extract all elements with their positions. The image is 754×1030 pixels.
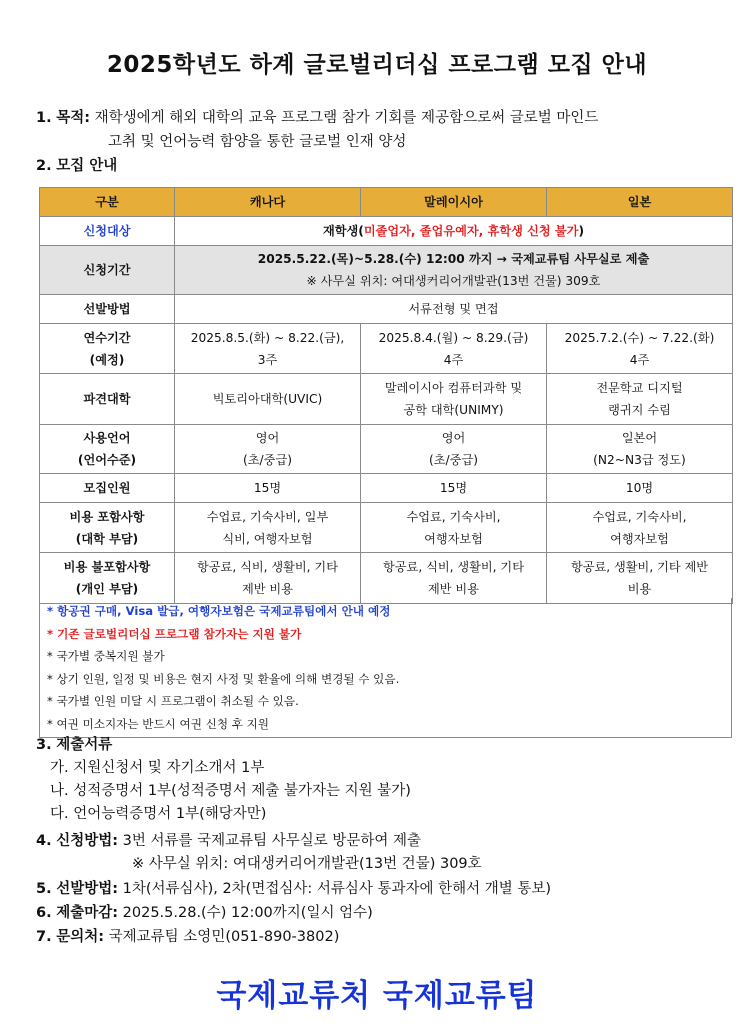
included-japan-2: 여행자보험 [610,531,669,546]
training-label [40,324,175,374]
language-label [40,425,175,474]
included-canada [175,503,361,553]
language-canada-2: (초/중급) [243,453,292,467]
purpose-text-1: 재학생에게 해외 대학의 교육 프로그램 참가 기회를 제공함으로써 글로벌 마인드 [94,110,599,126]
excluded-label-1: 비용 불포함사항 [63,560,151,574]
excluded-malaysia-1: 항공료, 식비, 생활비, 기타 [383,560,524,574]
contact-label: 문의처: [56,929,105,945]
method-label: 신청방법: [56,833,119,849]
recruit-table [39,187,733,604]
header-canada: 캐나다 [175,188,361,217]
language-label-1: 사용언어 [83,431,131,445]
university-malaysia-1: 말레이시아 컴퓨터과학 및 [384,381,523,395]
recruit-num: 2. [36,158,52,174]
language-label-2: (언어수준) [77,453,137,467]
purpose-section [36,106,736,154]
quota-japan: 10명 [547,474,733,503]
university-japan [547,374,733,425]
included-japan [547,503,733,553]
university-canada [175,374,361,425]
contact-num: 7. [36,929,52,945]
period-line-2: ※ 사무실 위치: 여대생커리어개발관(13번 건물) 309호 [306,274,601,288]
table-row-period [40,246,733,295]
included-label [40,503,175,553]
header-malaysia: 말레이시아 [361,188,547,217]
footer-organization: 국제교류처 국제교류팀 [216,978,538,1014]
note-item: * 국가별 중복지원 불가 [47,649,165,663]
target-pre: 재학생( [322,224,364,238]
contact-text: 국제교류팀 소영민(051-890-3802) [108,929,340,945]
table-row-selection [40,295,733,324]
method-section [36,830,482,876]
target-value [175,217,733,246]
recruit-label: 모집 안내 [56,158,118,174]
method-note: ※ 사무실 위치: 여대생커리어개발관(13번 건물) 309호 [132,856,482,872]
method-num: 4. [36,833,52,849]
quota-label: 모집인원 [40,474,175,503]
language-japan-2: (N2~N3급 정도) [593,453,686,467]
excluded-canada-1: 항공료, 식비, 생활비, 기타 [197,560,338,574]
method-text: 3번 서류를 국제교류팀 사무실로 방문하여 제출 [122,833,422,849]
target-highlight: 미졸업자, 졸업유예자, 휴학생 신청 불가 [363,224,579,238]
contact-section [36,926,339,949]
university-japan-2: 랭귀지 수림 [608,403,671,417]
note-item: * 여권 미소지자는 반드시 여권 신청 후 지원 [47,716,269,731]
documents-item: 가. 지원신청서 및 자기소개서 1부 [50,760,265,776]
target-post: ) [578,224,585,238]
header-japan: 일본 [547,188,733,217]
table-row-training [40,324,733,374]
university-label: 파견대학 [40,374,175,425]
included-japan-1: 수업료, 기숙사비, [592,509,687,524]
language-japan-1: 일본어 [621,431,658,445]
training-canada [175,324,361,374]
table-row-quota [40,474,733,503]
training-canada-2: 3주 [257,352,278,367]
note-item: * 국가별 인원 미달 시 프로그램이 취소될 수 있음. [47,694,299,708]
purpose-label: 목적: [56,110,91,126]
language-canada-1: 영어 [255,431,280,445]
university-malaysia-2: 공학 대학(UNIMY) [403,403,504,417]
target-label: 신청대상 [40,217,175,246]
training-malaysia-2: 4주 [443,352,464,367]
included-malaysia [361,503,547,553]
selection-num: 5. [36,881,52,897]
training-label-2: (예정) [89,352,125,367]
table-header-row [40,188,733,217]
note-item: * 기존 글로벌리더십 프로그램 참가자는 지원 불가 [47,626,302,641]
period-label: 신청기간 [40,246,175,295]
included-malaysia-1: 수업료, 기숙사비, [406,509,501,524]
table-row-target [40,217,733,246]
purpose-num: 1. [36,110,52,126]
language-malaysia-2: (초/중급) [429,453,478,467]
purpose-text-2: 고취 및 언어능력 함양을 통한 글로벌 인재 양성 [108,134,407,150]
excluded-label [40,553,175,604]
quota-canada: 15명 [175,474,361,503]
documents-section [36,734,411,826]
training-canada-1: 2025.8.5.(화) ~ 8.22.(금), [190,330,345,345]
language-malaysia [361,425,547,474]
note-item: * 항공권 구매, Visa 발급, 여행자보험은 국제교류팀에서 안내 예정 [47,604,391,618]
selection-label: 선발방법: [56,881,119,897]
selection-value: 서류전형 및 면접 [175,295,733,324]
university-malaysia [361,374,547,425]
deadline-label: 제출마감: [56,905,119,921]
training-malaysia-1: 2025.8.4.(월) ~ 8.29.(금) [378,330,529,345]
university-japan-1: 전문학교 디지털 [596,381,683,395]
documents-item: 나. 성적증명서 1부(성적증명서 제출 불가자는 지원 불가) [50,783,411,799]
training-label-1: 연수기간 [83,330,131,345]
excluded-canada-2: 제반 비용 [242,582,293,596]
deadline-section [36,902,373,925]
included-label-1: 비용 포함사항 [69,509,145,524]
language-malaysia-1: 영어 [441,431,466,445]
training-japan-1: 2025.7.2.(수) ~ 7.22.(화) [564,330,715,345]
table-row-excluded [40,553,733,604]
excluded-canada [175,553,361,604]
language-japan [547,425,733,474]
documents-num: 3. [36,737,52,753]
selection-section [36,878,551,901]
selection-text: 1차(서류심사), 2차(면접심사: 서류심사 통과자에 한해서 개별 통보) [122,881,552,897]
included-canada-1: 수업료, 기숙사비, 일부 [206,509,329,524]
documents-item: 다. 언어능력증명서 1부(해당자만) [50,806,267,822]
university-canada-1: 빅토리아대학(UVIC) [212,392,323,406]
language-canada [175,425,361,474]
excluded-malaysia-2: 제반 비용 [428,582,479,596]
excluded-malaysia [361,553,547,604]
quota-malaysia: 15명 [361,474,547,503]
period-line-1: 2025.5.22.(목)~5.28.(수) 12:00 까지 → 국제교류팀 사무실로 제출 [257,252,650,266]
table-row-language [40,425,733,474]
documents-label: 제출서류 [56,737,113,753]
included-malaysia-2: 여행자보험 [424,531,483,546]
deadline-text: 2025.5.28.(수) 12:00까지(일시 엄수) [122,905,373,921]
training-japan-2: 4주 [629,352,650,367]
excluded-japan [547,553,733,604]
note-item: * 상기 인원, 일정 및 비용은 현지 사정 및 환율에 의해 변경될 수 있음. [47,671,400,686]
header-category: 구분 [40,188,175,217]
included-label-2: (대학 부담) [75,531,139,546]
table-row-university [40,374,733,425]
training-japan [547,324,733,374]
excluded-japan-2: 비용 [627,582,652,596]
included-canada-2: 식비, 여행자보험 [222,531,313,546]
notes-box [39,598,732,738]
recruit-heading [36,155,117,178]
selection-label: 선발방법 [40,295,175,324]
excluded-japan-1: 항공료, 생활비, 기타 제반 [570,560,709,574]
excluded-label-2: (개인 부담) [75,582,139,596]
page-title: 2025학년도 하계 글로벌리더십 프로그램 모집 안내 [106,52,648,78]
deadline-num: 6. [36,905,52,921]
table-row-included [40,503,733,553]
period-value [175,246,733,295]
training-malaysia [361,324,547,374]
